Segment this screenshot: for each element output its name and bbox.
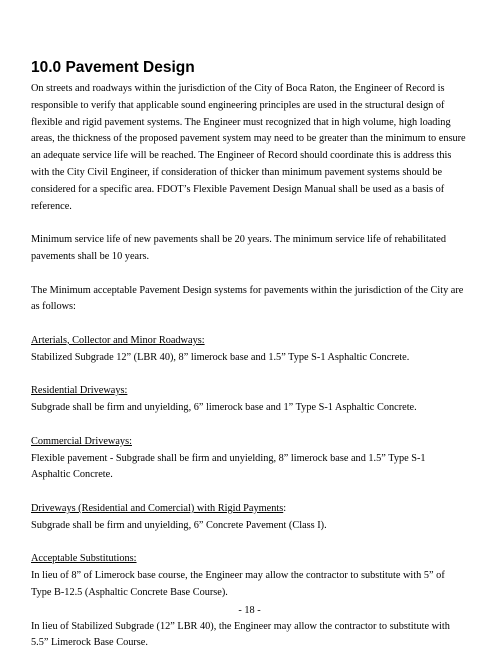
category-commercial <box>31 434 467 484</box>
category-title-rigid-line <box>31 501 467 518</box>
service-life-paragraph: Minimum service life of new pavements shall be 20 years. The minimum service life of rehabilitated pavements shall be 10 years. <box>31 232 467 266</box>
category-title-rigid: Driveways (Residential and Comercial) with Rigid Payments <box>31 503 283 514</box>
category-substitutions <box>31 551 467 601</box>
category-residential <box>31 383 467 417</box>
page-number: - 18 - <box>0 604 499 618</box>
category-text-rigid: Subgrade shall be firm and unyielding, 6” Concrete Pavement (Class I). <box>31 518 467 535</box>
category-title-arterials: Arterials, Collector and Minor Roadways: <box>31 333 467 350</box>
category-text-arterials: Stabilized Subgrade 12” (LBR 40), 8” limerock base and 1.5” Type S-1 Asphaltic Concrete. <box>31 350 467 367</box>
category-arterials <box>31 333 467 367</box>
section-heading: 10.0 Pavement Design <box>31 58 195 77</box>
category-rigid <box>31 501 467 535</box>
category-text-substitutions: In lieu of 8” of Limerock base course, the Engineer may allow the contractor to substitute with 5” of Type B-12.5 (Asphaltic Concrete Base Course). <box>31 568 467 602</box>
category-title-substitutions: Acceptable Substitutions: <box>31 551 467 568</box>
category-title-rigid-suffix: : <box>283 503 286 514</box>
category-title-commercial: Commercial Driveways: <box>31 434 467 451</box>
intro-paragraph: On streets and roadways within the jurisdiction of the City of Boca Raton, the Engineer of Record is responsible to verify that applicable sound engineering principles are used in the structural design of flexible and rigid pavement systems. The Engineer must recognized that in high volume, high loading areas, the thickness of the proposed pavement system may need to be greater than the minimum to ensure an adequate service life will be reached. The Engineer of Record should coordinate this is address this with the City Civil Engineer, if consideration of thicker than minimum pavement systems should be considered for a specific area. FDOT’s Flexible Pavement Design Manual shall be used as a basis of reference. <box>31 81 467 215</box>
systems-intro-paragraph: The Minimum acceptable Pavement Design systems for pavements within the jurisdiction of the City are as follows: <box>31 283 467 317</box>
section-body <box>31 81 467 652</box>
category-title-residential: Residential Driveways: <box>31 383 467 400</box>
category-text-commercial: Flexible pavement - Subgrade shall be firm and unyielding, 8” limerock base and 1.5” Type S-1 Asphaltic Concrete. <box>31 451 467 485</box>
category-text-residential: Subgrade shall be firm and unyielding, 6” limerock base and 1” Type S-1 Asphaltic Concrete. <box>31 400 467 417</box>
closing-paragraph: In lieu of Stabilized Subgrade (12” LBR 40), the Engineer may allow the contractor to substitute with 5.5” Limerock Base Course. <box>31 619 467 652</box>
